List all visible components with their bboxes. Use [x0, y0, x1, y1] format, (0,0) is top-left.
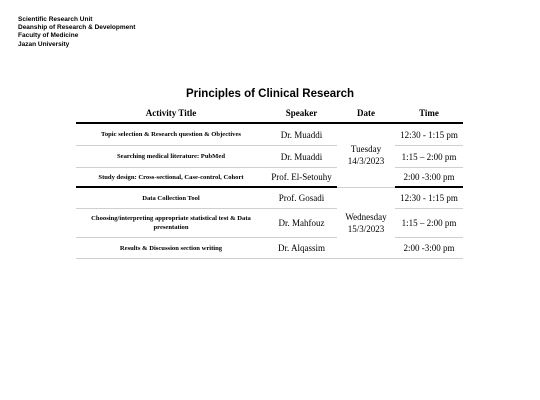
activity-cell: Results & Discussion section writing: [76, 238, 266, 259]
header-line-faculty: Faculty of Medicine: [18, 32, 79, 40]
header-line-unit: Scientific Research Unit: [18, 16, 93, 23]
activity-cell: Searching medical literature: PubMed: [76, 146, 266, 168]
column-header-speaker: Speaker: [266, 104, 337, 123]
activity-cell: Topic selection & Research question & Objectives: [76, 123, 266, 146]
document-title: Principles of Clinical Research: [185, 88, 355, 100]
table-row: [76, 146, 463, 168]
table-row: [76, 123, 463, 146]
schedule-table: [76, 104, 463, 259]
time-cell: 12:30 - 1:15 pm: [395, 123, 463, 146]
header-line-deanship: Deanship of Research & Development: [18, 24, 136, 32]
table-row: [76, 238, 463, 259]
institution-header: [18, 16, 135, 49]
speaker-cell: Prof. Gosadi: [266, 187, 337, 209]
time-cell: 2:00 -3:00 pm: [395, 238, 463, 259]
header-line-university: Jazan University: [18, 40, 70, 48]
date-cell: [337, 123, 395, 187]
time-cell: 12:30 - 1:15 pm: [395, 187, 463, 209]
column-header-date: Date: [337, 104, 395, 123]
time-cell: 1:15 – 2:00 pm: [395, 209, 463, 238]
speaker-cell: Dr. Muaddi: [266, 123, 337, 146]
column-header-time: Time: [395, 104, 463, 123]
table-row: [76, 187, 463, 209]
column-header-activity: Activity Title: [76, 104, 266, 123]
date-value: 15/3/2023: [347, 223, 385, 234]
activity-cell: Study design: Cross-sectional, Case-control, Cohort: [76, 168, 266, 188]
activity-cell: Data Collection Tool: [76, 187, 266, 209]
table-header-row: [76, 104, 463, 123]
date-value: 14/3/2023: [347, 156, 385, 167]
date-day: Tuesday: [350, 144, 382, 155]
table-row: [76, 209, 463, 238]
speaker-cell: Prof. El-Setouhy: [266, 168, 337, 188]
time-cell: 2:00 -3:00 pm: [395, 168, 463, 188]
table-row: [76, 168, 463, 188]
date-cell: [337, 187, 395, 259]
time-cell: 1:15 – 2:00 pm: [395, 146, 463, 168]
speaker-cell: Dr. Mahfouz: [266, 209, 337, 238]
speaker-cell: Dr. Alqassim: [266, 238, 337, 259]
speaker-cell: Dr. Muaddi: [266, 146, 337, 168]
date-day: Wednesday: [345, 211, 387, 222]
activity-cell: Choosing/interpreting appropriate statistical test & Data presentation: [76, 209, 266, 238]
